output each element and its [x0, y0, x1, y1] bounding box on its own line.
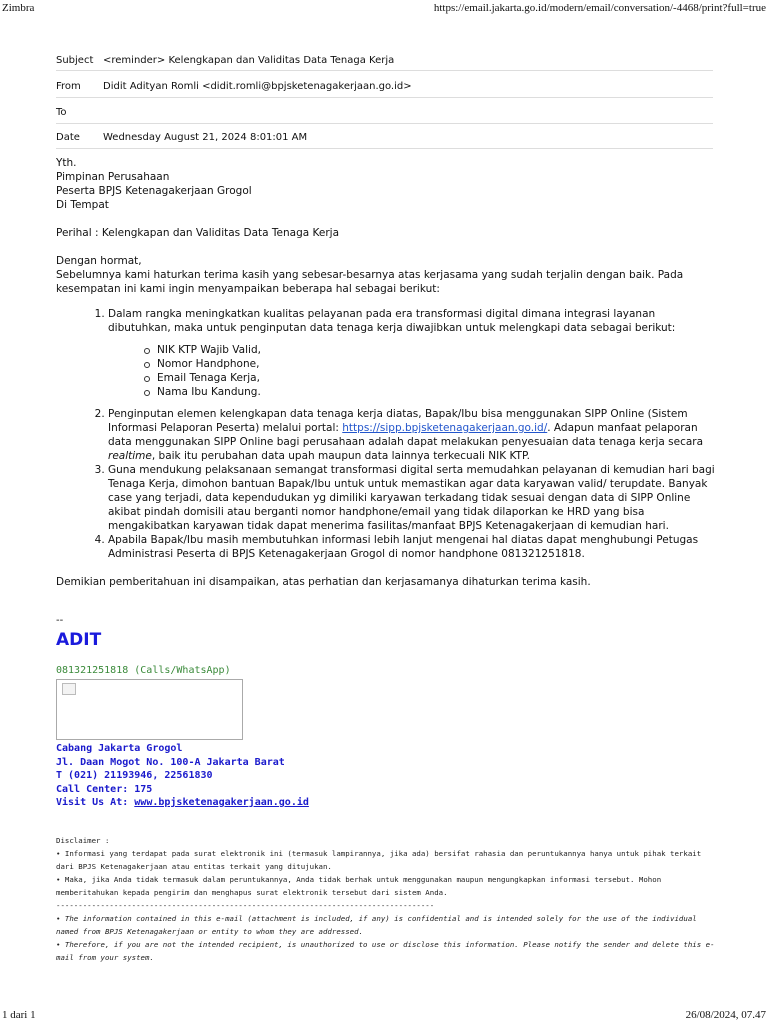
website-link[interactable]: www.bpjsketenagakerjaan.go.id — [134, 797, 309, 808]
sub-list-item: Email Tenaga Kerja, — [144, 371, 716, 385]
signature-phone: 081321251818 (Calls/WhatsApp) — [56, 665, 231, 676]
print-timestamp: 26/08/2024, 07.47 — [685, 1009, 766, 1021]
disclaimer-separator: ------------------------------------------------------------------------------------- — [56, 901, 435, 910]
address-line: Pimpinan Perusahaan — [56, 171, 170, 183]
subject-value: <reminder> Kelengkapan dan Validitas Data Tenaga Kerja — [103, 55, 395, 66]
sub-list-item: Nama Ibu Kandung. — [144, 385, 716, 399]
print-header-url: https://email.jakarta.go.id/modern/email/conversation/-4468/print?full=true — [433, 2, 766, 14]
divider — [56, 70, 713, 71]
numbered-list — [56, 307, 716, 561]
closing-paragraph: Demikian pemberitahuan ini disampaikan, atas perhatian dan kerjasamanya dihaturkan terima kasih. — [56, 576, 591, 588]
list-item-emphasis: realtime — [108, 450, 152, 462]
greeting: Dengan hormat, — [56, 255, 142, 267]
print-header-app: Zimbra — [2, 2, 35, 14]
disclaimer-item: • Informasi yang terdapat pada surat elektronik ini (termasuk lampirannya, jika ada) bersifat rahasia dan peruntukannya hanya untuk pihak terkait dari BPJS Ketenagakerjaan atau entitas terkait yang ditujukan. — [56, 849, 702, 871]
disclaimer-item: • Maka, jika Anda tidak termasuk dalam peruntukannya, Anda tidak berhak untuk menggunakan maupun mengungkapkan informasi tersebut. Mohon memberitahukan kepada pengirim dan menghapus surat elektronik tersebut dari sistem Anda. — [56, 875, 662, 897]
subject-label: Subject — [56, 55, 94, 66]
signature-address: Jl. Daan Mogot No. 100-A Jakarta Barat — [56, 756, 285, 768]
divider — [56, 97, 713, 98]
list-item-text: Penginputan elemen kelengkapan data tenaga kerja diatas, Bapak/Ibu bisa menggunakan SIPP Online (Sistem Informasi Pelaporan Peserta) melalui portal: — [108, 408, 688, 434]
date-value: Wednesday August 21, 2024 8:01:01 AM — [103, 132, 308, 143]
disclaimer — [56, 834, 716, 964]
disclaimer-item: • Therefore, if you are not the intended recipient, is unauthorized to use or disclose this information. Please notify the sender and delete this e-mail from your system. — [56, 940, 715, 962]
signature-image-placeholder — [56, 679, 243, 740]
signature-visit — [56, 796, 309, 810]
disclaimer-item: • The information contained in this e-mail (attachment is included, if any) is confidential and is intended solely for the use of the individual named from BPJS Ketenagakerjaan or entity to whom they are addressed. — [56, 914, 697, 936]
sub-list-item: Nomor Handphone, — [144, 357, 716, 371]
page-number: 1 dari 1 — [2, 1009, 36, 1021]
to-label: To — [56, 107, 67, 118]
list-item: 3. Guna mendukung pelaksanaan semangat transformasi digital serta memudahkan pelayanan di kemudian hari bagi Tenaga Kerja, dimohon bantuan Bapak/Ibu untuk untuk memastikan agar data karyawan valid/ terupdate. Banyak case yang terjadi, data kependudukan yg dimiliki karyawan terkadang tidak sesuai dengan data di SIPP Online akibat pindah domisili atau berganti nomor handphone/email yang tidak dilaporkan ke HRD yang bisa mengakibatkan karyawan tidak dapat menerima fasilitas/manfaat BPJS Ketenagakerjaan di kemudian hari. — [108, 463, 716, 533]
signature-branch: Cabang Jakarta Grogol — [56, 743, 183, 754]
intro-paragraph: Sebelumnya kami haturkan terima kasih yang sebesar-besarnya atas kerjasama yang sudah terjalin dengan baik. Pada kesempatan ini kami ingin menyampaikan beberapa hal sebagai berikut: — [56, 269, 684, 295]
signature-call-center: Call Center: 175 — [56, 783, 153, 795]
signature-name: ADIT — [56, 630, 102, 650]
address-line: Di Tempat — [56, 199, 109, 211]
sub-list — [108, 343, 716, 399]
perihal: Perihal : Kelengkapan dan Validitas Data Tenaga Kerja — [56, 227, 339, 239]
list-item-text: Dalam rangka meningkatkan kualitas pelayanan pada era transformasi digital dimana integrasi layanan dibutuhkan, maka untuk penginputan data tenaga kerja diwajibkan untuk melengkapi data sebagai berikut: — [108, 308, 676, 334]
signature-separator: -- — [56, 615, 64, 626]
list-item — [108, 407, 716, 463]
address-line: Peserta BPJS Ketenagakerjaan Grogol — [56, 185, 252, 197]
sub-list-item: NIK KTP Wajib Valid, — [144, 343, 716, 357]
sipp-link[interactable]: https://sipp.bpjsketenagakerjaan.go.id/ — [342, 422, 548, 434]
date-label: Date — [56, 132, 80, 143]
from-value: Didit Adityan Romli <didit.romli@bpjsketenagakerjaan.go.id> — [103, 81, 412, 92]
from-label: From — [56, 81, 81, 92]
message-body — [56, 156, 716, 589]
signature-tel: T (021) 21193946, 22561830 — [56, 770, 213, 781]
list-item — [108, 307, 716, 399]
divider — [56, 148, 713, 149]
disclaimer-title: Disclaimer : — [56, 836, 110, 845]
visit-label: Visit Us At: — [56, 797, 135, 808]
list-item-text: . Adapun manfaat pelaporan data menggunakan SIPP Online bagi perusahaan adalah dapat melakukan penyesuaian data tenaga kerja secara — [108, 422, 704, 448]
list-item-text: , baik itu perubahan data upah maupun data lainnya terkecuali NIK KTP. — [151, 450, 530, 462]
broken-image-icon — [62, 683, 76, 695]
divider — [56, 123, 713, 124]
list-item: 4. Apabila Bapak/Ibu masih membutuhkan informasi lebih lanjut mengenai hal diatas dapat menghubungi Petugas Administrasi Peserta di BPJS Ketenagakerjaan Grogol di nomor handphone 081321251818. — [108, 533, 716, 561]
signature-address-block — [56, 742, 309, 810]
address-line: Yth. — [56, 157, 77, 169]
